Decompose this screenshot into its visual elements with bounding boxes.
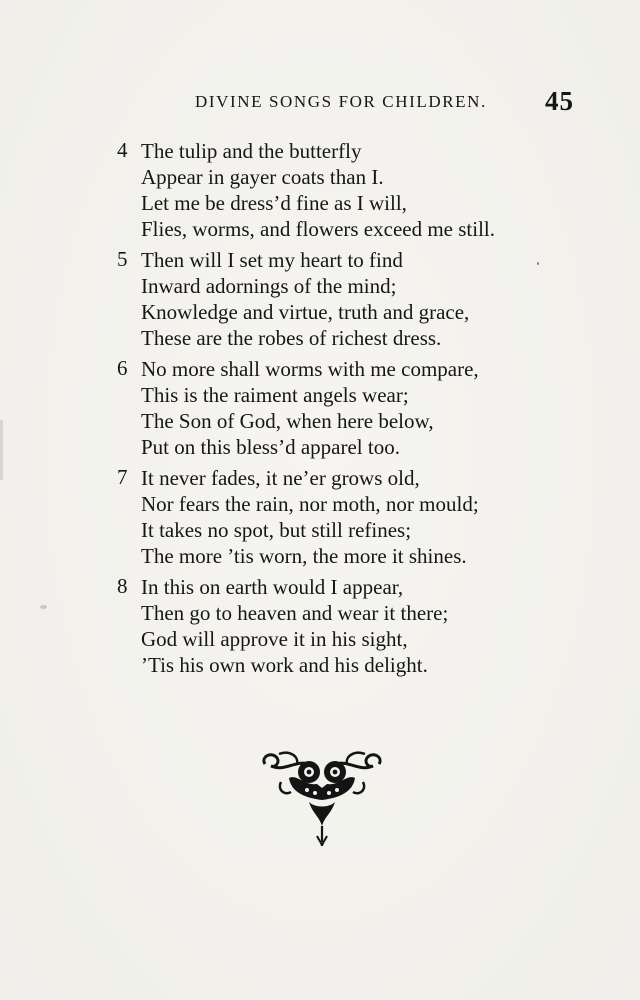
verse-line: No more shall worms with me compare, (141, 357, 479, 381)
stanza-number: 4 (117, 138, 128, 162)
verse-line: Knowledge and virtue, truth and grace, (141, 300, 470, 324)
verse-line: The Son of God, when here below, (141, 409, 434, 433)
stanza (0, 135, 640, 244)
stanza (0, 244, 640, 353)
stanza-number: 6 (117, 356, 128, 380)
verse-line: It never fades, it ne’er grows old, (141, 466, 420, 490)
verse-line: Flies, worms, and flowers exceed me still. (141, 217, 496, 241)
verse-line: The tulip and the butterfly (141, 139, 362, 163)
stanza-number: 5 (117, 247, 128, 271)
page-number: 45 (545, 86, 574, 116)
verse-line: This is the raiment angels wear; (141, 383, 409, 407)
verse-line: Put on this bless’d apparel too. (141, 435, 400, 459)
stanza (0, 353, 640, 462)
page-header (0, 88, 640, 118)
verse-line: It takes no spot, but still refines; (141, 518, 412, 542)
stanza (0, 462, 640, 571)
verse-line: Then go to heaven and wear it there; (141, 601, 449, 625)
paper-speck (40, 605, 47, 609)
stanza (0, 571, 640, 680)
verse-line: Let me be dress’d fine as I will, (141, 191, 407, 215)
verse-line: In this on earth would I appear, (141, 575, 404, 599)
verse-line: ’Tis his own work and his delight. (141, 653, 428, 677)
verse-line: Then will I set my heart to find (141, 248, 403, 272)
verse-line: The more ’tis worn, the more it shines. (141, 544, 467, 568)
stanza-number: 7 (117, 465, 128, 489)
verse-line: These are the robes of richest dress. (141, 326, 442, 350)
verse-line: Nor fears the rain, nor moth, nor mould; (141, 492, 479, 516)
verse-line: Appear in gayer coats than I. (141, 165, 384, 189)
paper-speck (537, 262, 539, 265)
hymn-stanzas (0, 135, 640, 680)
running-title: DIVINE SONGS FOR CHILDREN. (195, 92, 487, 111)
verse-line: Inward adornings of the mind; (141, 274, 397, 298)
stanza-number: 8 (117, 574, 128, 598)
verse-line: God will approve it in his sight, (141, 627, 408, 651)
floral-tailpiece-icon (259, 748, 385, 848)
